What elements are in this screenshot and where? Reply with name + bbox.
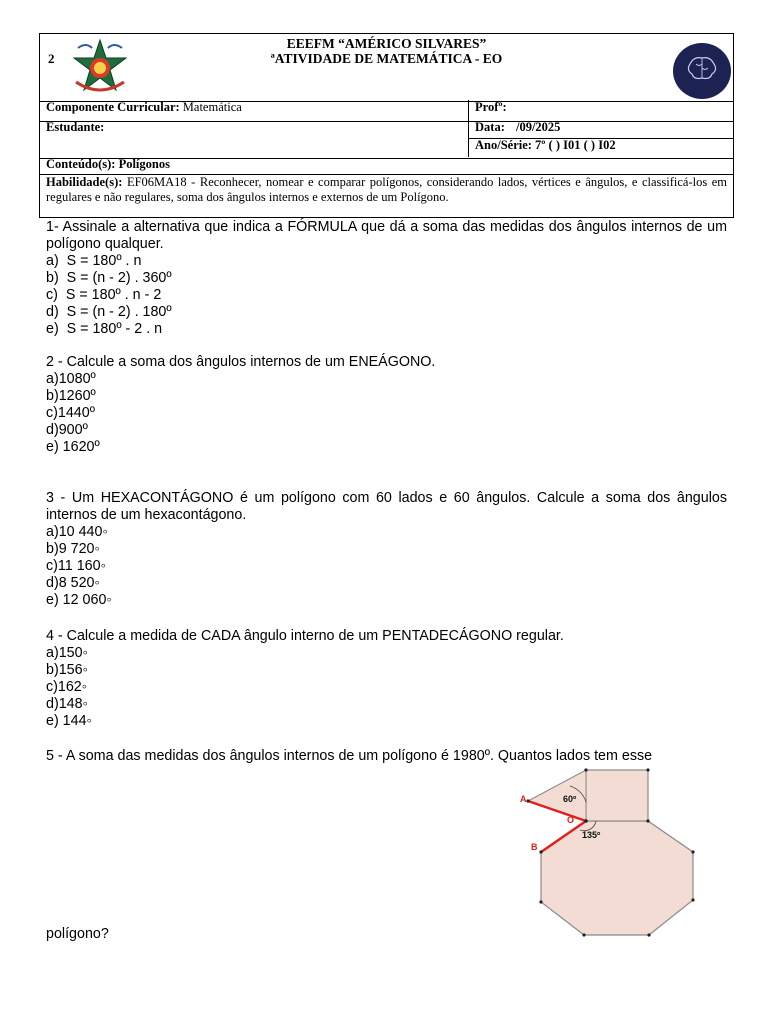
question-4-option-b: b)156◦ bbox=[46, 662, 88, 678]
header-row-content bbox=[40, 158, 733, 175]
square-shape bbox=[586, 770, 648, 821]
label-b: B bbox=[531, 842, 538, 852]
school-name: EEEFM “AMÉRICO SILVARES” bbox=[286, 36, 487, 51]
question-1-option-c: c) S = 180º . n - 2 bbox=[46, 287, 162, 303]
skill-description: EF06MA18 - Reconhecer, nomear e comparar polígonos, considerando lados, vértices e ângulos, e classificá-los em regulares e não regulares, soma dos ângulos internos e externos de um Polígono. bbox=[46, 175, 728, 204]
question-3-option-a: a)10 440◦ bbox=[46, 524, 108, 540]
angle-label-60: 60º bbox=[563, 794, 577, 804]
component-label: Componente Curricular: bbox=[46, 100, 180, 114]
octagon-shape bbox=[541, 821, 693, 935]
label-a: A bbox=[520, 794, 527, 804]
question-2-option-c: c)1440º bbox=[46, 405, 95, 421]
question-2-option-b: b)1260º bbox=[46, 388, 96, 404]
question-2-text: 2 - Calcule a soma dos ângulos internos de um ENEÁGONO. bbox=[46, 354, 436, 370]
question-4-option-e: e) 144◦ bbox=[46, 713, 92, 729]
question-1-option-d: d) S = (n - 2) . 180º bbox=[46, 304, 172, 320]
header-row-grade bbox=[40, 138, 733, 159]
header-row-component bbox=[40, 101, 733, 122]
student-label: Estudante: bbox=[40, 120, 469, 157]
header-row-student bbox=[40, 121, 733, 138]
question-1-option-e: e) S = 180º - 2 . n bbox=[46, 321, 163, 337]
header-table bbox=[39, 33, 734, 218]
content-label: Conteúdo(s): Polígonos bbox=[46, 157, 170, 171]
teacher-label: Profº: bbox=[475, 100, 507, 114]
question-2-option-d: d)900º bbox=[46, 422, 88, 438]
question-3-option-b: b)9 720◦ bbox=[46, 541, 100, 557]
question-4-option-a: a)150◦ bbox=[46, 645, 88, 661]
question-2-option-e: e) 1620º bbox=[46, 439, 100, 455]
question-4-option-c: c)162◦ bbox=[46, 679, 87, 695]
question-5-text: 5 - A soma das medidas dos ângulos internos de um polígono é 1980º. Quantos lados tem esse bbox=[46, 748, 653, 764]
question-1-text: 1- Assinale a alternativa que indica a FÓRMULA que dá a soma das medidas dos ângulos internos de um polígono qualquer. bbox=[46, 219, 727, 252]
header-row-skill bbox=[40, 174, 733, 218]
component-value: Matemática bbox=[182, 100, 242, 114]
school-logo-icon bbox=[672, 42, 732, 100]
skill-label: Habilidade(s): bbox=[46, 175, 123, 189]
question-3-option-c: c)11 160◦ bbox=[46, 558, 106, 574]
question-1-option-a: a) S = 180º . n bbox=[46, 253, 142, 269]
skill-text-block bbox=[46, 175, 727, 204]
question-4-option-d: d)148◦ bbox=[46, 696, 88, 712]
question-2-option-a: a)1080º bbox=[46, 371, 96, 387]
question-1-option-b: b) S = (n - 2) . 360º bbox=[46, 270, 172, 286]
question-3-option-d: d)8 520◦ bbox=[46, 575, 100, 591]
question-3-option-e: e) 12 060◦ bbox=[46, 592, 112, 608]
polygon-figure bbox=[518, 764, 708, 940]
header-title-row bbox=[40, 34, 733, 102]
question-3-text: 3 - Um HEXACONTÁGONO é um polígono com 60 lados e 60 ângulos. Calcule a soma dos ângulos internos de um hexacontágono. bbox=[46, 490, 727, 523]
component-cell bbox=[40, 100, 469, 121]
label-o: O bbox=[567, 815, 575, 825]
date-label: Data: bbox=[475, 120, 505, 134]
activity-title: ªATIVIDADE DE MATEMÁTICA - EO bbox=[270, 51, 503, 66]
activity-number: 2 bbox=[48, 51, 55, 66]
date-cell bbox=[469, 120, 733, 139]
grade-label: Ano/Série: 7º ( ) I01 ( ) I02 bbox=[475, 138, 616, 152]
question-4-text: 4 - Calcule a medida de CADA ângulo interno de um PENTADECÁGONO regular. bbox=[46, 628, 564, 644]
angle-label-135: 135º bbox=[582, 830, 601, 840]
date-value: /09/2025 bbox=[515, 120, 561, 134]
question-5-text-end: polígono? bbox=[46, 926, 109, 942]
